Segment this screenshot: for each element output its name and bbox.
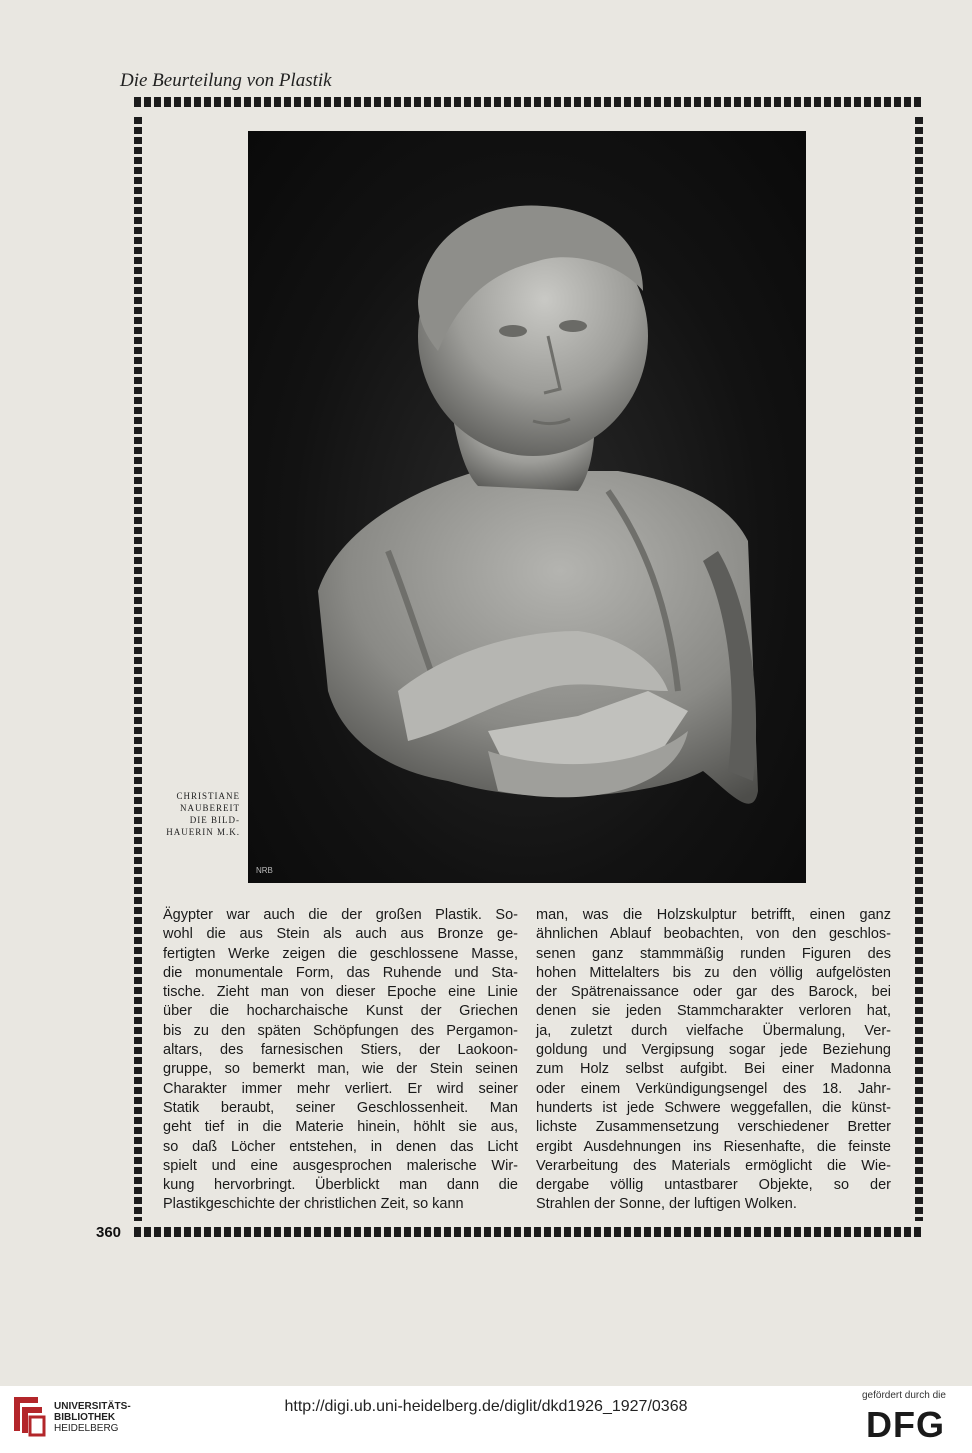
text-line: ja, zuletzt durch vielfache Übermalung, Ver-: [536, 1022, 891, 1039]
text-column-left: [163, 906, 518, 1215]
ornamental-border-top: [134, 97, 923, 107]
text-line: fertigten Werke zeigen die geschlossene Masse,: [163, 945, 518, 962]
text-line: kung hervorbringt. Überblickt man dann die: [163, 1177, 518, 1194]
ornamental-border-left: [134, 117, 142, 1221]
text-line: denen sie jeden Stammcharakter verloren hat,: [536, 1003, 891, 1020]
digitization-footer: [0, 1386, 972, 1453]
text-line: so daß Löcher entstehen, in denen das Licht: [163, 1138, 518, 1155]
page-number: 360: [96, 1224, 122, 1241]
photo-monogram: NRB: [256, 866, 273, 875]
text-line: oder einem Verkündigungsengel des 18. Jahr-: [536, 1080, 891, 1097]
library-name-line: BIBLIOTHEK: [54, 1412, 116, 1423]
text-line: bis zu den späten Schöpfungen des Pergamon-: [163, 1022, 518, 1039]
text-line: die monumentale Form, das Ruhende und Sta-: [163, 964, 518, 981]
text-line: Plastikgeschichte der christlichen Zeit, so kann: [163, 1196, 464, 1213]
running-head: Die Beurteilung von Plastik: [120, 70, 332, 91]
library-name-line: UNIVERSITÄTS-: [54, 1401, 131, 1412]
caption-line: CHRISTIANE: [176, 791, 240, 801]
sculpture-photograph: [248, 131, 806, 883]
ornamental-border-right: [915, 117, 923, 1221]
text-line: spielt und eine ausgesprochen malerische Wir-: [163, 1157, 518, 1174]
text-line: ergibt Ausdehnungen ins Riesenhafte, die feinste: [536, 1138, 891, 1155]
ornamental-border-bottom: [134, 1227, 923, 1237]
caption-line: NAUBEREIT: [180, 803, 240, 813]
text-line: Strahlen der Sonne, der luftigen Wolken.: [536, 1196, 797, 1213]
image-caption: [144, 790, 240, 838]
text-line: gruppe, so bemerkt man, wie der Stein seinen: [163, 1061, 518, 1078]
funded-by-label: gefördert durch die: [862, 1390, 946, 1401]
text-line: über die hocharchaische Kunst der Griechen: [163, 1003, 518, 1020]
text-line: altars, des farnesischen Stiers, der Laokoon-: [163, 1042, 518, 1059]
caption-line: HAUERIN M.K.: [166, 827, 240, 837]
text-line: senen ganz stammmäßig runden Figuren des: [536, 945, 891, 962]
caption-line: DIE BILD-: [189, 815, 240, 825]
sculpture-bust-drawing: [248, 131, 806, 883]
text-line: wohl die aus Stein als auch aus Bronze ge-: [163, 926, 518, 943]
text-line: tische. Zieht man von dieser Epoche eine Linie: [163, 984, 518, 1001]
text-line: geht tief in die Materie hinein, höhlt sie aus,: [163, 1119, 518, 1136]
text-line: zum Holz selbst aufgibt. Bei einer Madonna: [536, 1061, 891, 1078]
dfg-logo: DFG: [866, 1404, 945, 1445]
text-line: man, was die Holzskulptur betrifft, einen ganz: [536, 907, 891, 923]
text-line: ähnlichen Ablauf beobachten, von den geschlos-: [536, 926, 891, 943]
text-line: Ägypter war auch die der großen Plastik. So-: [163, 907, 518, 923]
library-name-line: HEIDELBERG: [54, 1423, 119, 1434]
text-column-right: [536, 906, 891, 1215]
text-line: Statik beraubt, seiner Geschlossenheit. Man: [163, 1099, 518, 1116]
text-line: Charakter immer mehr verliert. Er wird seiner: [163, 1080, 518, 1097]
text-line: der Spätrenaissance oder gar des Barock, bei: [536, 984, 891, 1001]
text-line: goldung und Vergipsung sogar jede Beziehung: [536, 1042, 891, 1059]
text-line: lichste Zusammensetzung verschiedener Bretter: [536, 1119, 891, 1136]
text-line: Verarbeitung des Materials ermöglicht die Wie-: [536, 1157, 891, 1174]
source-url-link[interactable]: http://digi.ub.uni-heidelberg.de/diglit/dkd1926_1927/0368: [284, 1398, 688, 1415]
text-line: hunderts ist jede Schwere weggefallen, die künst-: [536, 1099, 891, 1116]
text-line: hohen Mittelalters bis zu den völlig aufgelösten: [536, 964, 891, 981]
text-line: dergabe völlig untastbarer Objekte, so der: [536, 1177, 891, 1194]
